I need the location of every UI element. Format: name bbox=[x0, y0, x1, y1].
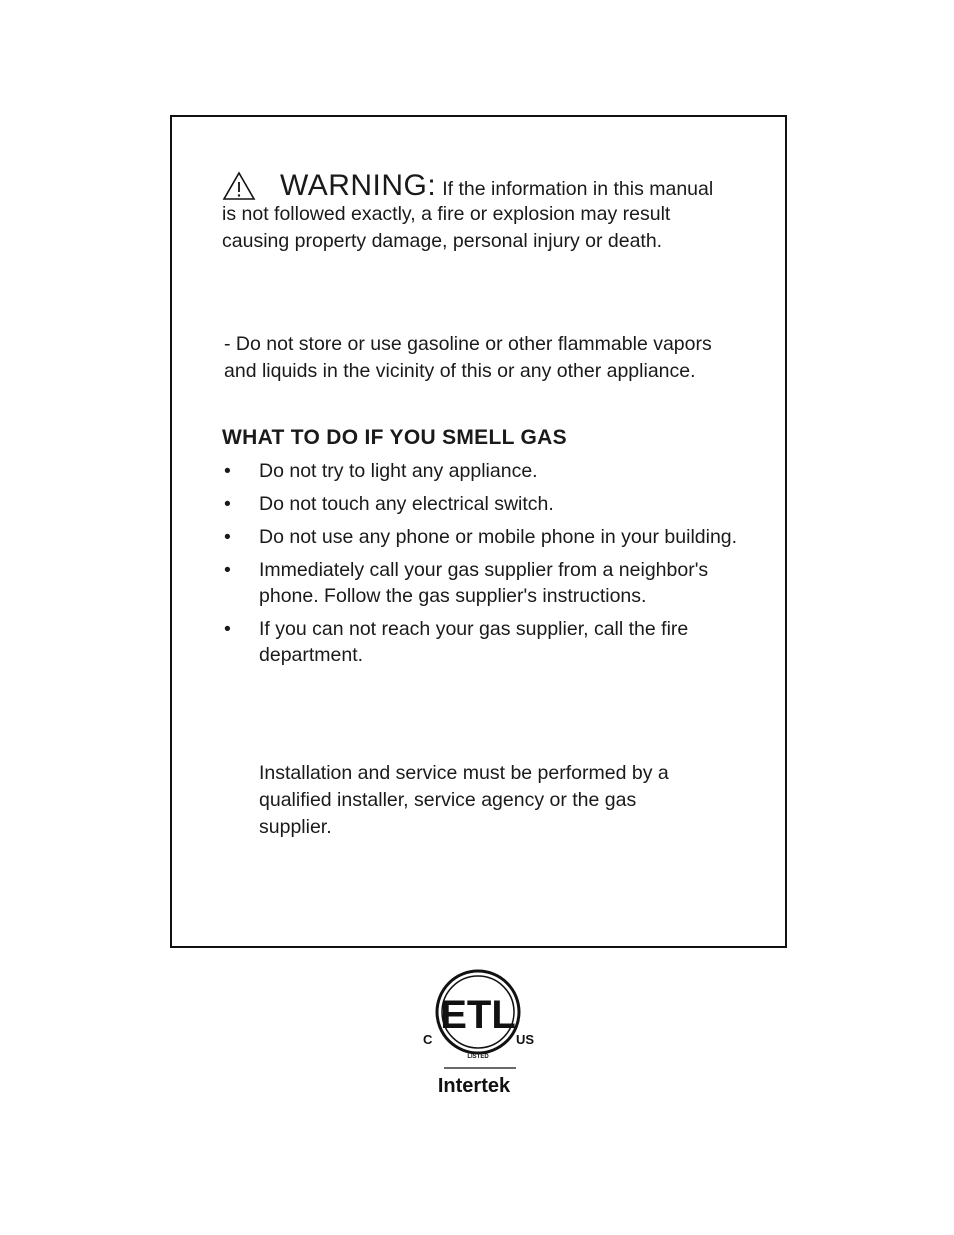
list-item: • If you can not reach your gas supplier, call the fire department. bbox=[224, 618, 689, 666]
smell-gas-list bbox=[222, 458, 742, 675]
bullet: • bbox=[224, 559, 231, 581]
cert-left: C bbox=[423, 1032, 433, 1047]
list-item: • Immediately call your gas supplier from a neighbor's phone. Follow the gas supplier's instructions. bbox=[224, 559, 709, 607]
warning-text-first: If the information in this manual bbox=[442, 178, 714, 200]
smell-gas-heading: WHAT TO DO IF YOU SMELL GAS bbox=[222, 426, 567, 449]
warning-block bbox=[222, 171, 742, 255]
intertek-brand: Intertek bbox=[437, 1075, 511, 1097]
bullet: • bbox=[224, 618, 231, 640]
gasoline-notice: - Do not store or use gasoline or other flammable vapors and liquids in the vicinity of this or any other appliance. bbox=[224, 333, 712, 382]
installation-notice: Installation and service must be performed by a qualified installer, service agency or the gas supplier. bbox=[259, 762, 669, 838]
warning-box bbox=[170, 115, 787, 948]
bullet: • bbox=[224, 493, 231, 515]
list-item: • Do not touch any electrical switch. bbox=[224, 493, 554, 515]
warning-text: is not followed exactly, a fire or explosion may result causing property damage, personal injury or death. bbox=[222, 203, 671, 252]
bullet: • bbox=[224, 460, 231, 482]
bullet: • bbox=[224, 526, 231, 548]
list-item: • Do not use any phone or mobile phone in your building. bbox=[224, 526, 738, 548]
cert-listed: LISTED bbox=[467, 1054, 489, 1060]
warning-triangle-icon bbox=[222, 171, 256, 201]
cert-right: US bbox=[516, 1032, 535, 1047]
etl-intertek-logo bbox=[420, 968, 540, 1100]
list-item: • Do not try to light any appliance. bbox=[224, 460, 538, 482]
warning-label: WARNING: bbox=[280, 169, 437, 202]
etl-mark: ETL bbox=[440, 993, 516, 1037]
